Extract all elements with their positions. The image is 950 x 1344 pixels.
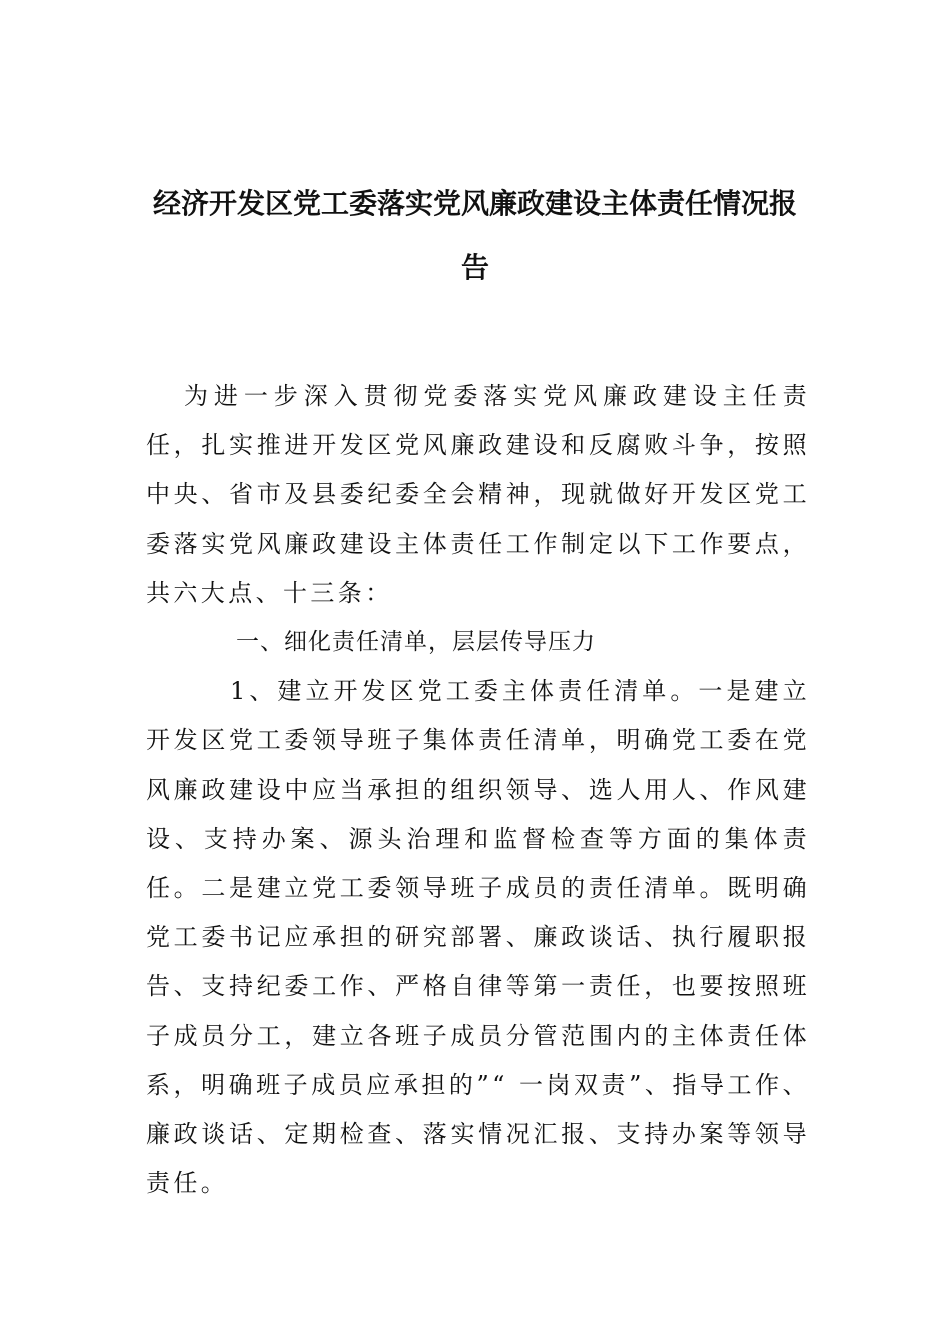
document-body bbox=[146, 372, 810, 1208]
document-title: 经济开发区党工委落实党风廉政建设主体责任情况报告 bbox=[152, 187, 797, 284]
section-heading: 一、细化责任清单，层层传导压力 bbox=[236, 629, 596, 656]
section-item-paragraph: 1、建立开发区党工委主体责任清单。一是建立开发区党工委领导班子集体责任清单，明确党工委在党风廉政建设中应当承担的组织领导、选人用人、作风建设、支持办案、源头治理和监督检查等方面的集体责任。二是建立党工委领导班子成员的责任清单。既明确党工委书记应承担的研究部署、廉政谈话、执行履职报告、支持纪委工作、严格自律等第一责任，也要按照班子成员分工，建立各班子成员分管范围内的主体责任体系，明确班子成员应承担的”“ 一岗双责”、指导工作、廉政谈话、定期检查、落实情况汇报、支持办案等领导责任。 bbox=[146, 677, 810, 1198]
intro-paragraph: 为进一步深入贯彻党委落实党风廉政建设主任责任，扎实推进开发区党风廉政建设和反腐败斗争，按照中央、省市及县委纪委全会精神，现就做好开发区党工委落实党风廉政建设主体责任工作制定以下工作要点，共六大点、十三条： bbox=[146, 382, 810, 607]
